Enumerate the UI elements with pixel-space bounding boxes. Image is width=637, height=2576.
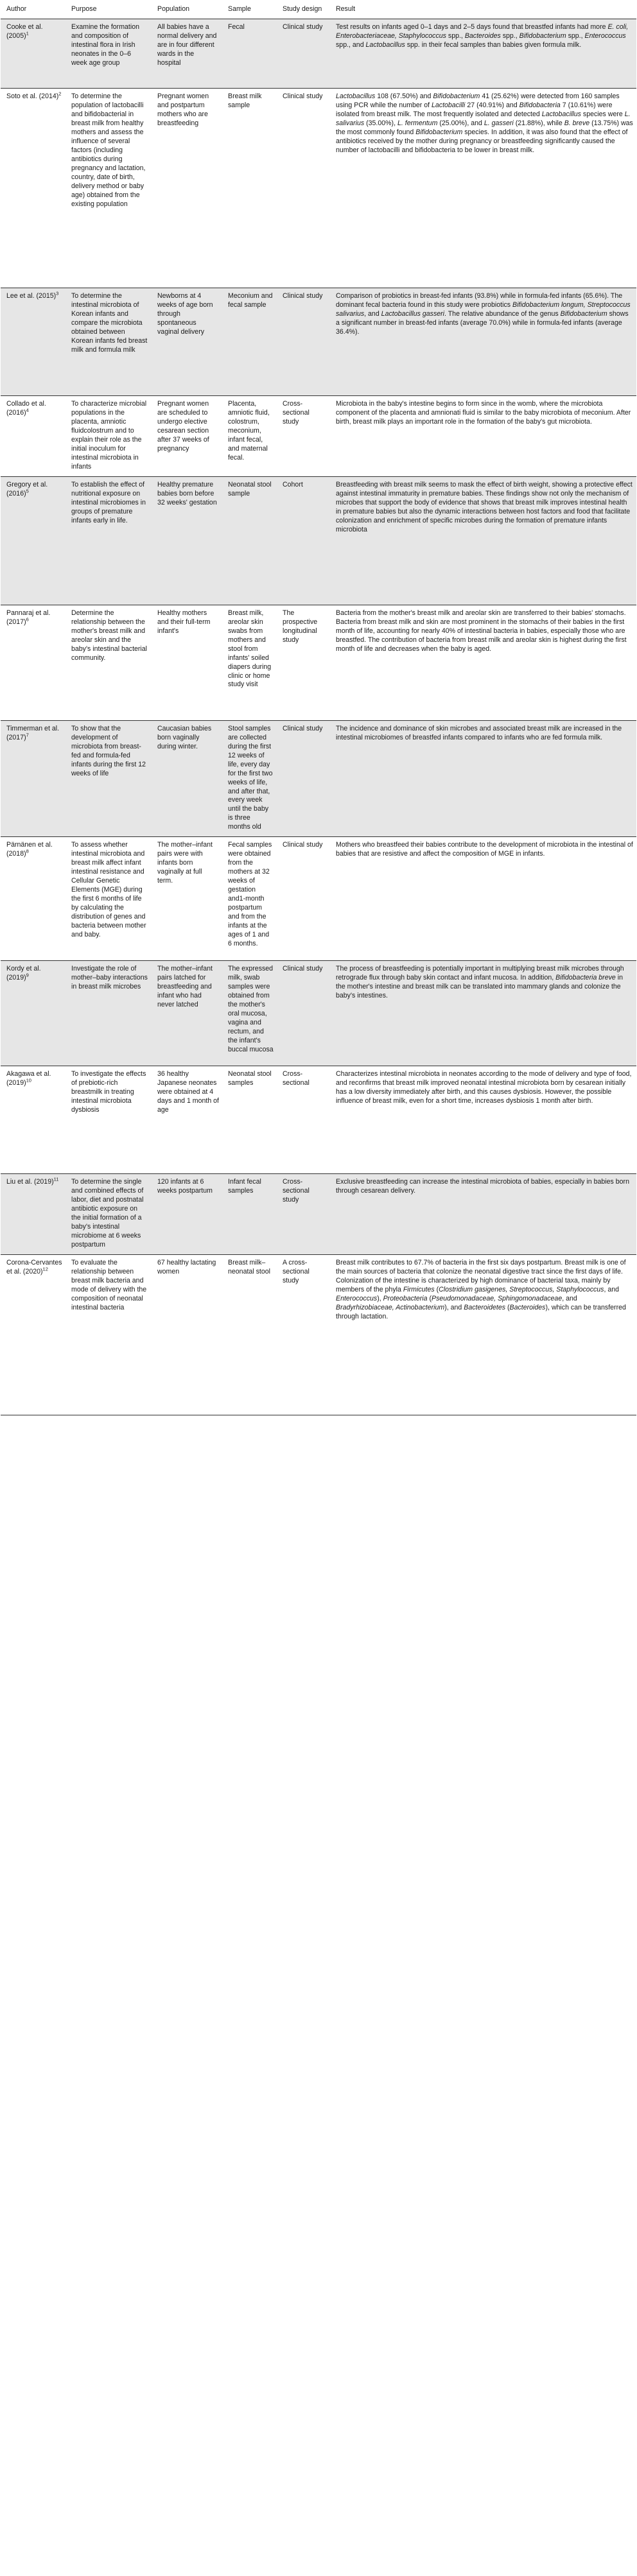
reference-number: 5 [26, 488, 29, 494]
table-row [1, 19, 636, 88]
cell-result: Exclusive breastfeeding can increase the intestinal microbiota of babies, especially in babies born through cesarean delivery. [336, 1178, 629, 1195]
table-row [1, 88, 636, 288]
reference-number: 8 [26, 848, 29, 854]
cell-author [1, 1174, 65, 1255]
cell-sample: Neonatal stool samples [228, 1070, 272, 1087]
table-row [1, 476, 636, 605]
reference-number: 3 [56, 290, 59, 297]
cell-purpose: Investigate the role of mother–baby interactions in breast milk microbes [71, 965, 148, 991]
reference-number: 1 [26, 30, 29, 37]
cell-population: The mother–infant pairs latched for breastfeeding and infant who had never latched [157, 965, 213, 1009]
reference-number: 6 [26, 616, 29, 623]
table-row [1, 720, 636, 837]
cell-study-design: Cohort [283, 480, 303, 488]
table-row [1, 1066, 636, 1174]
cell-author [1, 720, 65, 837]
author-name: Pannaraj et al. (2017) [6, 609, 51, 626]
cell-population: Newborns at 4 weeks of age born through spontaneous vaginal delivery [157, 291, 213, 336]
cell-result: Breastfeeding with breast milk seems to mask the effect of birth weight, showing a protective effect against intestinal immaturity in premature babies. These findings show not only the mechanism of microbes that support the body of evidence that shows that breast milk improves intestinal health in premature babies but also the dynamic interactions between host factors and food that facilitate colonization and enrichment of specific microbes during the formation of premature infants microbiota [336, 480, 633, 533]
cell-sample: The expressed milk, swab samples were obtained from the mother's oral mucosa, vagina and rectum, and the infant's buccal mucosa [228, 965, 274, 1054]
cell-study-design: Clinical study [283, 841, 323, 849]
author-name: Gregory et al. (2016) [6, 480, 48, 497]
cell-study-design: The prospective longitudinal study [283, 609, 318, 644]
author-name: Akagawa et al. (2019) [6, 1070, 51, 1087]
cell-result: The incidence and dominance of skin microbes and associated breast milk are increased in the intestinal microbiomes of breastfed infants compared to infants who are fed formula milk. [336, 724, 622, 741]
reference-number: 11 [53, 1176, 59, 1182]
cell-result: Microbiota in the baby's intestine begins to form since in the womb, where the microbiota component of the placenta and amnionati fluid is similar to the baby microbiota of meconium. After birth, breast milk plays an important role in the formation of the baby's gut microbiota. [336, 399, 631, 426]
header-author: Author [1, 0, 65, 19]
studies-table [1, 0, 636, 1415]
cell-sample: Infant fecal samples [228, 1178, 261, 1195]
cell-study-design: Clinical study [283, 724, 323, 732]
cell-purpose: To show that the development of microbiota from breast-fed and formula-fed infants during the first 12 weeks of life [71, 724, 146, 777]
cell-purpose: To determine the intestinal microbiota of Korean infants and compare the microbiota obtained between Korean infants fed breast milk and formula milk [71, 291, 148, 354]
cell-study-design: Clinical study [283, 291, 323, 300]
cell-sample: Fecal [228, 22, 245, 31]
cell-purpose: To assess whether intestinal microbiota and breast milk affect infant intestinal resistance and Cellular Genetic Elements (MGE) during the first 6 months of life by calculating the distribution of genes and bacteria between mother and baby. [71, 841, 146, 939]
cell-sample: Breast milk–neonatal stool [228, 1259, 270, 1276]
header-population: Population [152, 0, 222, 19]
table-row [1, 1255, 636, 1415]
table-body [1, 19, 636, 1415]
cell-sample: Stool samples are collected during the first 12 weeks of life, every day for the first two weeks of life, and after that, every week until the baby is three months old [228, 724, 273, 831]
cell-result: Bacteria from the mother's breast milk and areolar skin are transferred to their babies' stomachs. Bacteria from breast milk and skin are most prominent in the stomachs of their babies in the first month of life, accounting for nearly 40% of intestinal bacteria in babies, especially those who are breastfed. The contribution of bacteria from breast milk and areolar skin is highest during the first month of life and decreases when the baby is aged. [336, 609, 627, 653]
cell-study-design: Clinical study [283, 965, 323, 973]
cell-result: Characterizes intestinal microbiota in neonates according to the mode of delivery and type of food, and reconfirms that breast milk improved neonatal intestinal microbiota born by cesarean initially has a low diversity immediately after birth, and this causes dysbiosis. However, the possible influence of breast milk, even for a short time, increases dysbiosis 1 month after birth. [336, 1070, 632, 1105]
reference-number: 4 [26, 407, 29, 413]
cell-author [1, 961, 65, 1066]
author-name: Corona-Cervantes et al. (2020) [6, 1259, 62, 1276]
author-name: Kordy et al. (2019) [6, 965, 41, 982]
cell-population: The mother–infant pairs were with infants born vaginally at full term. [157, 841, 213, 885]
table-row [1, 288, 636, 395]
header-result: Result [330, 0, 636, 19]
header-study-design: Study design [277, 0, 330, 19]
cell-sample: Breast milk sample [228, 92, 262, 109]
cell-result: The process of breastfeeding is potentially important in multiplying breast milk microbes through retrograde flux through baby skin contact and infant mucosa. In addition, Bifidobacteria breve in the mother's intestine and breast milk can be translated into mammary glands and colonize the baby's intestines. [336, 965, 624, 1000]
header-purpose: Purpose [65, 0, 152, 19]
table-row [1, 961, 636, 1066]
cell-study-design: Cross-sectional study [283, 1178, 310, 1204]
author-name: Pärnänen et al. (2018) [6, 841, 53, 858]
cell-population: 67 healthy lactating women [157, 1259, 216, 1276]
cell-study-design: A cross-sectional study [283, 1259, 310, 1285]
author-name: Collado et al. (2016) [6, 399, 46, 417]
cell-study-design: Cross-sectional study [283, 399, 310, 426]
cell-population: All babies have a normal delivery and are in four different wards in the hospital [157, 22, 217, 67]
cell-purpose: Examine the formation and composition of intestinal flora in Irish neonates in the 0–6 week age group [71, 22, 139, 67]
cell-sample: Placenta, amniotic fluid, colostrum, meconium, infant fecal, and maternal fecal. [228, 399, 270, 462]
cell-author [1, 19, 65, 88]
author-name: Liu et al. (2019) [6, 1178, 54, 1186]
reference-number: 9 [26, 972, 29, 978]
cell-study-design: Cross-sectional [283, 1070, 310, 1087]
cell-population: Caucasian babies born vaginally during winter. [157, 724, 212, 750]
cell-author [1, 1066, 65, 1174]
cell-population: 120 infants at 6 weeks postpartum [157, 1178, 213, 1195]
cell-purpose: To establish the effect of nutritional exposure on intestinal microbiomes in groups of premature infants early in life. [71, 480, 146, 524]
cell-author [1, 395, 65, 476]
table-header-row [1, 0, 636, 19]
cell-sample: Neonatal stool sample [228, 480, 272, 497]
cell-purpose: To determine the single and combined effects of labor, diet and postnatal antibiotic exposure on the initial formation of a baby's intestinal microbiome at 6 weeks postpartum [71, 1178, 144, 1249]
table-row [1, 605, 636, 720]
cell-population: Pregnant women are scheduled to undergo elective cesarean section after 37 weeks of pregnancy [157, 399, 209, 453]
cell-study-design: Clinical study [283, 92, 323, 100]
author-name: Timmerman et al. (2017) [6, 724, 60, 741]
cell-result: Lactobacillus 108 (67.50%) and Bifidobacterium 41 (25.62%) were detected from 160 samples using PCR while the number of Lactobacilli 27 (40.91%) and Bifidobacteria 7 (10.61%) were isolated from breast milk. The most frequently isolated and detected Lactobacillus species were L. salivarius (35.00%), L. fermentum (25.00%), and L. gasseri (21.88%), while B. breve (13.75%) was the most commonly found Bifidobacterium species. In addition, it was also found that the effect of antibiotics received by the mother during pregnancy or breastfeeding significantly caused the number of lactobacilli and bifidobacteria to be lower in breast milk. [336, 92, 633, 154]
cell-study-design: Clinical study [283, 22, 323, 31]
table-row [1, 1174, 636, 1255]
cell-purpose: To determine the population of lactobacilli and bifidobacterial in breast milk from healthy mothers and assess the influence of several factors (including antibiotics during pregnancy and lactation, country, date of birth, delivery method or baby age) obtained from the existing population [71, 92, 146, 208]
author-name: Soto et al. (2014) [6, 92, 59, 100]
cell-purpose: To investigate the effects of prebiotic-rich breastmilk in treating intestinal microbiota dysbiosis [71, 1070, 146, 1114]
reference-number: 12 [42, 1266, 48, 1272]
cell-purpose: Determine the relationship between the mother's breast milk and areolar skin and the baby's intestinal bacterial community. [71, 609, 148, 662]
reference-number: 10 [26, 1077, 31, 1084]
table-row [1, 837, 636, 961]
cell-sample: Breast milk, areolar skin swabs from mothers and stool from infants' soiled diapers during clinic or home study visit [228, 609, 272, 689]
cell-population: Healthy mothers and their full-term infant's [157, 609, 211, 635]
cell-author [1, 476, 65, 605]
cell-purpose: To evaluate the relationship between breast milk bacteria and mode of delivery with the composition of neonatal intestinal bacteria [71, 1259, 147, 1311]
cell-author [1, 88, 65, 288]
cell-result: Mothers who breastfeed their babies contribute to the development of microbiota in the intestinal of babies that are resistive and affect the composition of MGE in infants. [336, 841, 633, 858]
reference-number: 7 [26, 732, 29, 738]
cell-author [1, 837, 65, 961]
cell-sample: Meconium and fecal sample [228, 291, 273, 309]
cell-population: Pregnant women and postpartum mothers who are breastfeeding [157, 92, 209, 127]
cell-result: Test results on infants aged 0–1 days and 2–5 days found that breastfed infants had more E. coli, Enterobacteriaceae, Staphylococcus spp., Bacteroides spp., Bifidobacterium spp., Enterococcus spp., and Lactobacillus spp. in their fecal samples than babies given formula milk. [336, 22, 629, 49]
cell-author [1, 288, 65, 395]
cell-sample: Fecal samples were obtained from the mothers at 32 weeks of gestation and1-month postpartum and from the infants at the ages of 1 and 6 months. [228, 841, 272, 947]
author-name: Cooke et al. (2005) [6, 22, 43, 40]
cell-population: 36 healthy Japanese neonates were obtained at 4 days and 1 month of age [157, 1070, 219, 1114]
cell-author [1, 605, 65, 720]
cell-purpose: To characterize microbial populations in the placenta, amniotic fluidcolostrum and to explain their role as the initial inoculum for intestinal microbiota in infants [71, 399, 147, 471]
author-name: Lee et al. (2015) [6, 291, 57, 300]
cell-result: Comparison of probiotics in breast-fed infants (93.8%) while in formula-fed infants (65.6%). The dominant fecal bacteria found in this study were probiotics Bifidobacterium longum, Streptococcus salivarius, and Lactobacillus gasseri. The relative abundance of the genus Bifidobacterium shows a significant number in breast-fed infants (average 70.0%) while in formula-fed infants (average 36.4%). [336, 291, 631, 336]
cell-result: Breast milk contributes to 67.7% of bacteria in the first six days postpartum. Breast milk is one of the main sources of bacteria that colonize the neonatal digestive tract since the first days of life. Colonization of the intestine is characterized by high dominance of bacterial taxa, mainly by members of the phyla Firmicutes (Clostridium gasigenes, Streptococcus, Staphylococcus, and Enterococcus), Proteobacteria (Pseudomonadaceae, Sphingomonadaceae, and Bradyrhizobiaceae, Actinobacterium), and Bacteroidetes (Bacteroides), which can be transferred through lactation. [336, 1259, 626, 1320]
reference-number: 2 [58, 91, 62, 97]
cell-population: Healthy premature babies born before 32 weeks' gestation [157, 480, 217, 506]
cell-author [1, 1255, 65, 1415]
table-row [1, 395, 636, 476]
header-sample: Sample [222, 0, 277, 19]
